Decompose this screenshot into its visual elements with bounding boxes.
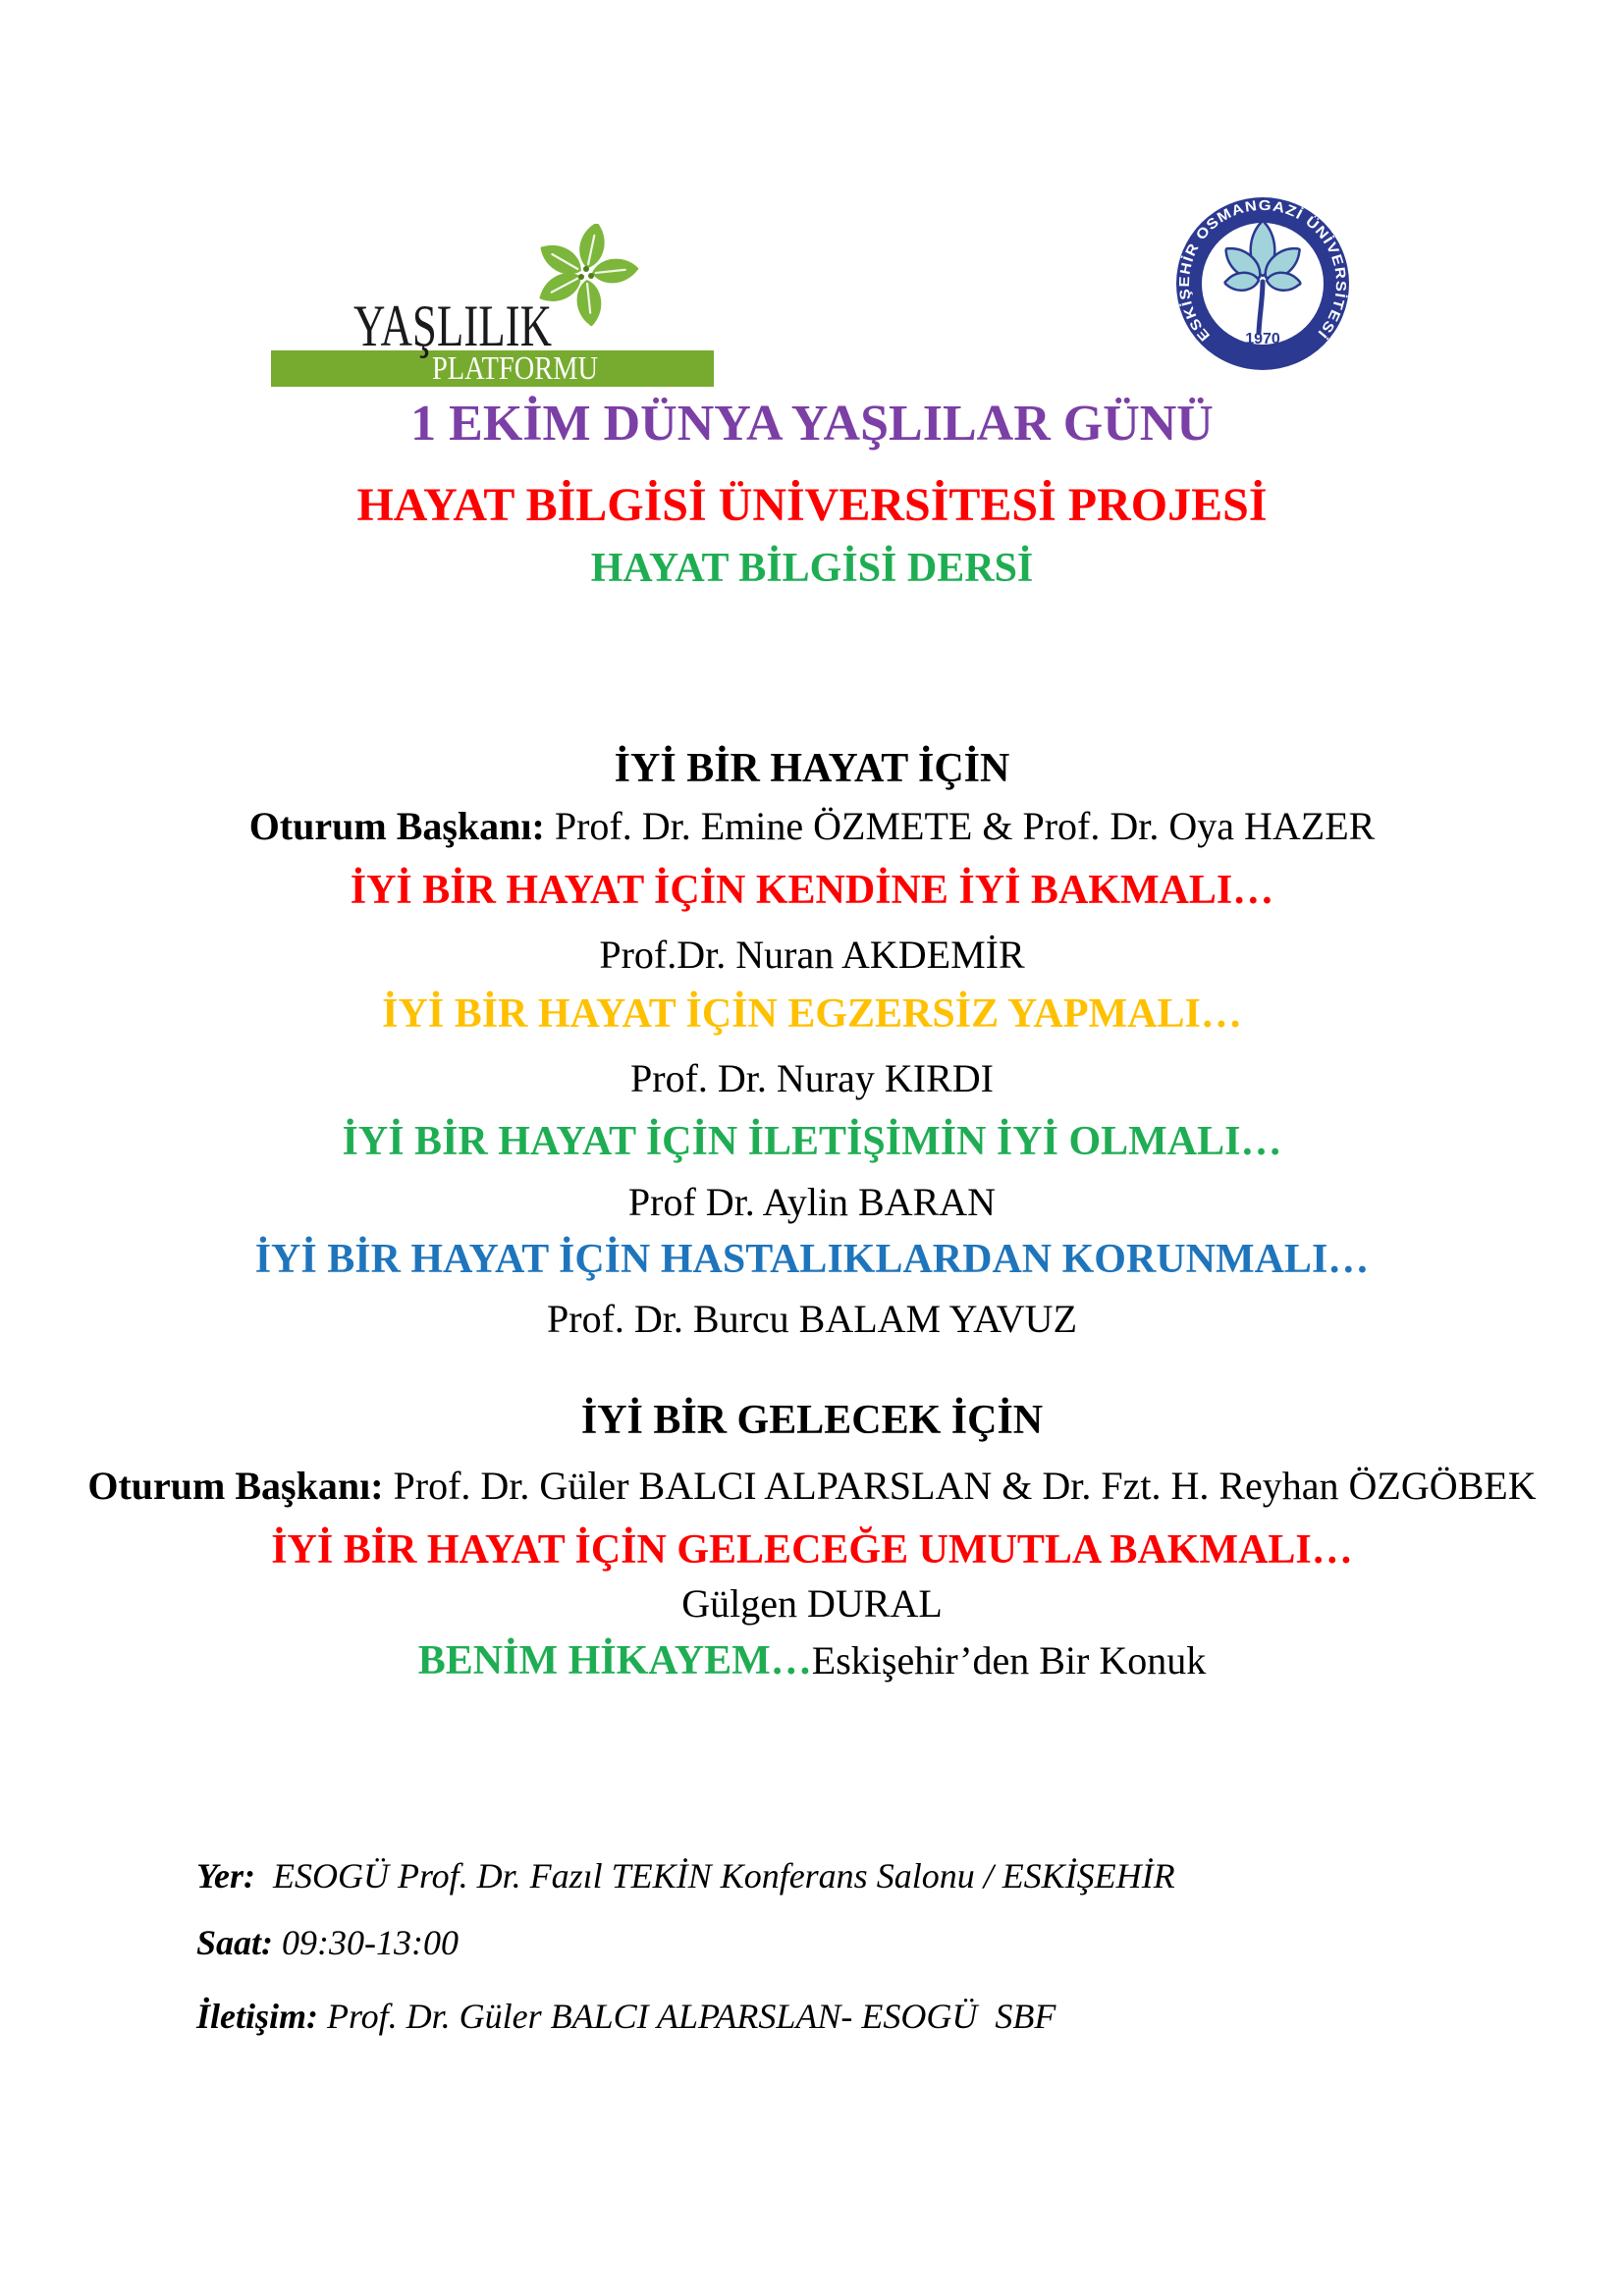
session2-chair-label: Oturum Başkanı: <box>87 1464 384 1508</box>
university-logo-graphic <box>1174 195 1351 372</box>
session2-topic-1: İYİ BİR HAYAT İÇİN GELECEĞE UMUTLA BAKMALI… <box>271 1527 1353 1573</box>
page-title: 1 EKİM DÜNYA YAŞLILAR GÜNÜ <box>410 396 1214 452</box>
time-label: Saat: <box>196 1923 274 1962</box>
time-line <box>196 1920 459 1966</box>
session1-speaker-4: Prof. Dr. Burcu BALAM YAVUZ <box>547 1297 1077 1341</box>
platform-logo <box>271 224 718 391</box>
venue-label: Yer: <box>196 1856 255 1896</box>
project-subtitle: HAYAT BİLGİSİ ÜNİVERSİTESİ PROJESİ <box>356 479 1268 531</box>
session1-chair-names: Prof. Dr. Emine ÖZMETE & Prof. Dr. Oya HAZER <box>544 804 1376 848</box>
session1-speaker-1: Prof.Dr. Nuran AKDEMİR <box>599 933 1025 977</box>
platform-logo-wordmark: YAŞLILIK <box>353 294 552 358</box>
session1-topic-4: İYİ BİR HAYAT İÇİN HASTALIKLARDAN KORUNMALI… <box>254 1237 1370 1282</box>
session2-chair-line <box>0 1461 1624 1512</box>
session1-topic-1: İYİ BİR HAYAT İÇİN KENDİNE İYİ BAKMALI… <box>350 868 1274 913</box>
session1-topic-3: İYİ BİR HAYAT İÇİN İLETİŞİMİN İYİ OLMALI… <box>342 1119 1282 1164</box>
university-logo-year: 1970 <box>1245 331 1280 347</box>
session1-topic-2: İYİ BİR HAYAT İÇİN EGZERSİZ YAPMALI… <box>382 991 1242 1037</box>
contact-label: İletişim: <box>196 1997 318 2036</box>
story-line <box>0 1634 1624 1688</box>
venue-line <box>196 1853 1175 1899</box>
university-logo <box>1174 195 1351 372</box>
platform-logo-graphic <box>271 224 718 391</box>
university-logo-ring-text: ESKİŞEHİR OSMANGAZİ ÜNİVERSİTESİ <box>1176 197 1349 345</box>
session1-chair-label: Oturum Başkanı: <box>248 804 545 848</box>
time-value: 09:30-13:00 <box>273 1923 459 1962</box>
session2-chair-names: Prof. Dr. Güler BALCI ALPARSLAN & Dr. Fzt. H. Reyhan ÖZGÖBEK <box>383 1464 1537 1508</box>
session2-heading: İYİ BİR GELECEK İÇİN <box>580 1398 1044 1443</box>
story-guest: Eskişehir’den Bir Konuk <box>811 1638 1207 1682</box>
session1-speaker-3: Prof Dr. Aylin BARAN <box>627 1180 997 1224</box>
session1-speaker-2: Prof. Dr. Nuray KIRDI <box>630 1056 994 1100</box>
course-subtitle: HAYAT BİLGİSİ DERSİ <box>590 546 1034 591</box>
session1-heading: İYİ BİR HAYAT İÇİN <box>614 746 1010 791</box>
contact-line <box>196 1994 1056 2040</box>
story-label: BENİM HİKAYEM… <box>417 1638 812 1683</box>
contact-value: Prof. Dr. Güler BALCI ALPARSLAN- ESOGÜ SBF <box>318 1997 1056 2036</box>
venue-value: ESOGÜ Prof. Dr. Fazıl TEKİN Konferans Salonu / ESKİŞEHİR <box>254 1856 1175 1896</box>
session2-speaker-1: Gülgen DURAL <box>681 1581 943 1626</box>
session1-chair-line <box>0 801 1624 852</box>
platform-logo-banner-text: PLATFORMU <box>432 350 598 387</box>
